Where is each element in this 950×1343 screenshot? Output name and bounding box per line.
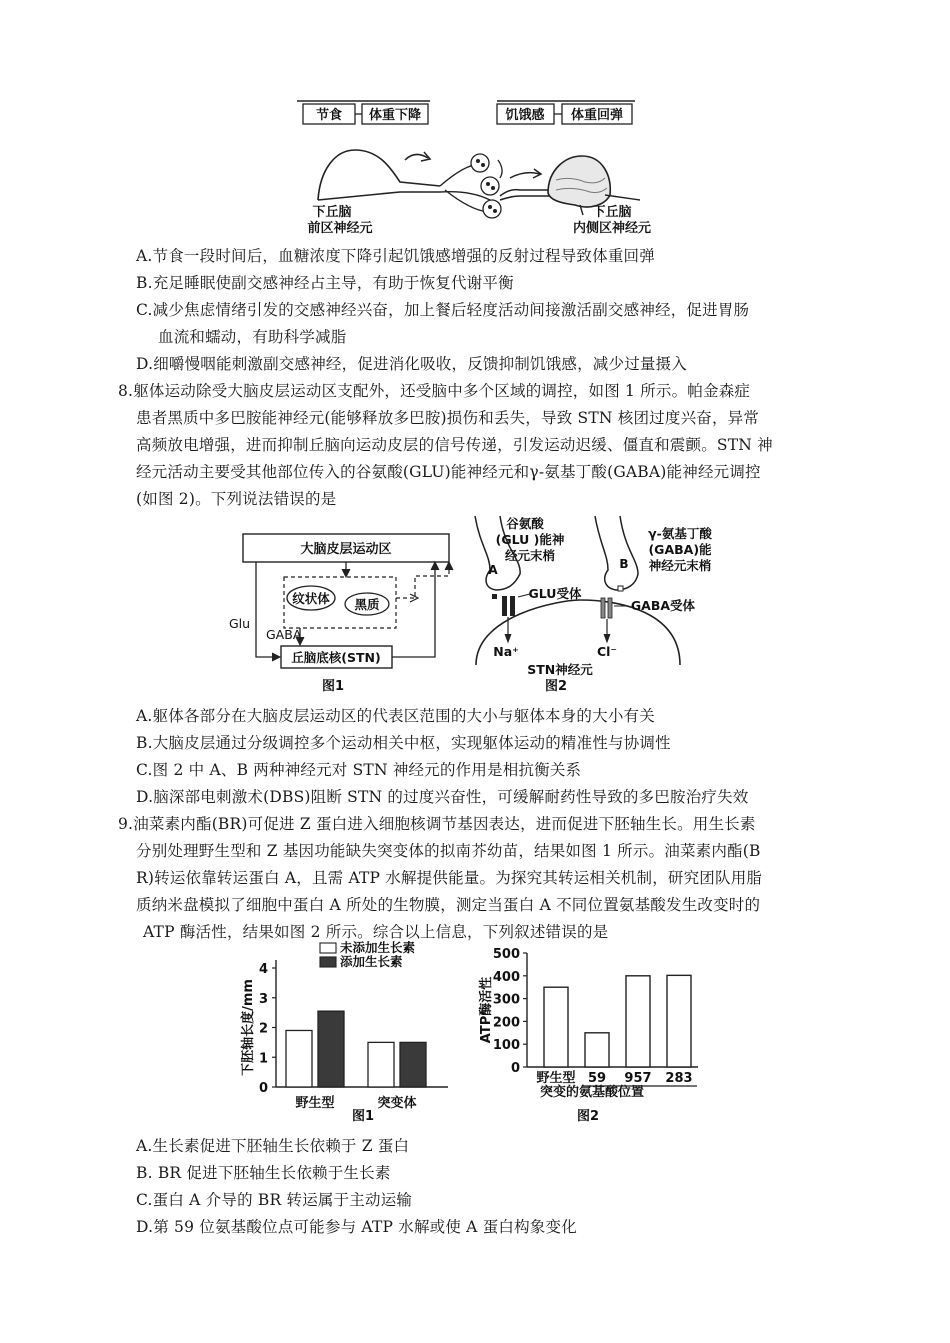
fig1-glu-label: Glu bbox=[229, 616, 251, 631]
diagram-box-hunger: 饥饿感 bbox=[505, 108, 545, 123]
chart1-ylabel: 下胚轴长度/mm bbox=[241, 979, 256, 1076]
chart2-ylabel: ATP酶活性 bbox=[479, 976, 494, 1044]
chart2-xlabel: 突变的氨基酸位置 bbox=[539, 1085, 645, 1100]
q9-stem-line-3: R)转运依靠转运蛋白 A，且需 ATP 水解提供能量。为探究其转运相关机制，研究团队用脂 bbox=[136, 869, 763, 887]
chart2-bar-1 bbox=[585, 1033, 609, 1067]
chart1-ytick-label: 0 bbox=[258, 1081, 268, 1096]
q8-option-c: C.图 2 中 A、B 两种神经元对 STN 神经元的作用是相抗衡关系 bbox=[136, 761, 582, 779]
chart2-xtick-label: 59 bbox=[587, 1071, 607, 1086]
q9-stem-line-2: 分别处理野生型和 Z 基因功能缺失突变体的拟南芥幼苗，结果如图 1 所示。油菜素内酯(B bbox=[136, 842, 761, 860]
fig2-cl-label: Cl⁻ bbox=[596, 644, 618, 659]
q7-option-c-cont: 血流和蠕动，有助科学减脂 bbox=[158, 328, 347, 346]
q7-option-c: C.减少焦虑情绪引发的交感神经兴奋，加上餐后轻度活动间接激活副交感神经，促进胃肠 bbox=[136, 301, 750, 319]
q9-stem-line-5: ATP 酶活性，结果如图 2 所示。综合以上信息，下列叙述错误的是 bbox=[143, 923, 609, 941]
chart2-ytick-label: 500 bbox=[492, 947, 520, 962]
chart1-legend-label-1: 添加生长素 bbox=[340, 954, 403, 969]
chart2-ytick-label: 300 bbox=[492, 992, 520, 1008]
q9-stem-line-1: 9.油菜素内酯(BR)可促进 Z 蛋白进入细胞核调节基因表达，进而促进下胚轴生长。用生长素 bbox=[118, 815, 756, 833]
chart1-xtick-label: 野生型 bbox=[295, 1096, 335, 1111]
q7-option-d: D.细嚼慢咽能刺激副交感神经，促进消化吸收，反馈抑制饥饿感，减少过量摄入 bbox=[136, 355, 688, 373]
chart1-ytick-label: 2 bbox=[258, 1021, 268, 1037]
diagram-label-left-1: 下丘脑 bbox=[312, 205, 352, 220]
q8-stem-line-1: 8.躯体运动除受大脑皮层运动区支配外，还受脑中多个区域的调控，如图 1 所示。帕金森症 bbox=[118, 382, 751, 400]
q9-option-d: D.第 59 位氨基酸位点可能参与 ATP 水解或使 A 蛋白构象变化 bbox=[136, 1218, 577, 1236]
chart2-ytick-label: 0 bbox=[510, 1061, 520, 1076]
q8-option-b: B.大脑皮层通过分级调控多个运动相关中枢，实现躯体运动的精准性与协调性 bbox=[136, 734, 671, 752]
fig1-substantia-label: 黑质 bbox=[354, 597, 380, 612]
chart1-caption: 图1 bbox=[351, 1109, 375, 1124]
chart1-ytick-label: 3 bbox=[258, 991, 268, 1007]
diagram-label-right-1: 下丘脑 bbox=[592, 205, 632, 220]
chart2-bar-2 bbox=[626, 976, 650, 1067]
chart2-bar-0 bbox=[544, 987, 568, 1067]
fig1-gaba-label: GABA bbox=[266, 627, 302, 642]
fig1-stn-label: 丘脑底核(STN) bbox=[291, 650, 381, 665]
chart2-ytick-label: 100 bbox=[492, 1038, 520, 1054]
chart1-xtick-label: 突变体 bbox=[377, 1096, 417, 1111]
chart2-xtick-label: 957 bbox=[624, 1071, 652, 1086]
diagram-box-diet: 节食 bbox=[315, 108, 343, 123]
fig2-a-desc-1: 谷氨酸 bbox=[506, 516, 544, 531]
diagram-box-weight-down: 体重下降 bbox=[368, 108, 422, 123]
chart2-xtick-label: 283 bbox=[665, 1071, 693, 1086]
fig2-stn-neuron-label: STN神经元 bbox=[527, 662, 593, 677]
fig2-gaba-receptor-label: GABA受体 bbox=[630, 598, 696, 613]
diagram-label-left-2: 前区神经元 bbox=[307, 221, 373, 236]
q8-option-a: A.躯体各部分在大脑皮层运动区的代表区范围的大小与躯体本身的大小有关 bbox=[136, 707, 655, 725]
fig2-b-desc-3: 神经元末梢 bbox=[648, 558, 712, 573]
chart2-ytick-label: 400 bbox=[492, 969, 520, 985]
fig2-a-desc-3: 经元末梢 bbox=[504, 548, 556, 563]
fig2-glu-receptor-label: GLU受体 bbox=[528, 586, 582, 601]
q9-option-c: C.蛋白 A 介导的 BR 转运属于主动运输 bbox=[136, 1191, 413, 1209]
fig1-cortex-label: 大脑皮层运动区 bbox=[300, 542, 392, 557]
chart2-xtick-label: 野生型 bbox=[536, 1071, 576, 1086]
fig2-b-label: B bbox=[619, 557, 629, 571]
q7-option-a: A.节食一段时间后，血糖浓度下降引起饥饿感增强的反射过程导致体重回弹 bbox=[136, 247, 655, 265]
fig1-caption: 图1 bbox=[321, 679, 345, 694]
q8-stem-line-5: (如图 2)。下列说法错误的是 bbox=[136, 490, 337, 508]
diagram-label-right-2: 内侧区神经元 bbox=[572, 221, 652, 236]
fig2-b-desc-2: (GABA)能 bbox=[648, 542, 712, 557]
diagram-box-weight-rebound: 体重回弹 bbox=[570, 108, 624, 123]
chart2-caption: 图2 bbox=[576, 1109, 600, 1124]
q9-option-b: B. BR 促进下胚轴生长依赖于生长素 bbox=[136, 1164, 391, 1182]
chart1-legend-label-0: 未添加生长素 bbox=[340, 940, 416, 955]
chart2-ytick-label: 200 bbox=[492, 1015, 520, 1031]
fig2-na-label: Na⁺ bbox=[493, 644, 519, 659]
q8-option-d: D.脑深部电刺激术(DBS)阻断 STN 的过度兴奋性，可缓解耐药性导致的多巴胺治疗失效 bbox=[136, 788, 749, 806]
q8-stem-line-4: 经元活动主要受其他部位传入的谷氨酸(GLU)能神经元和γ-氨基丁酸(GABA)能神经元调控 bbox=[136, 463, 761, 481]
q7-option-b: B.充足睡眠使副交感神经占主导，有助于恢复代谢平衡 bbox=[136, 274, 514, 292]
fig2-a-desc-2: (GLU )能神 bbox=[495, 532, 565, 547]
q8-stem-line-2: 患者黑质中多巴胺能神经元(能够释放多巴胺)损伤和丢失，导致 STN 核团过度兴奋，异常 bbox=[136, 409, 760, 427]
fig1-striatum-label: 纹状体 bbox=[292, 591, 330, 606]
chart1-ytick-label: 1 bbox=[258, 1051, 268, 1067]
fig2-b-desc-1: γ-氨基丁酸 bbox=[648, 526, 712, 541]
chart2-bar-3 bbox=[667, 975, 691, 1067]
chart1-ytick-label: 4 bbox=[258, 962, 268, 977]
q9-option-a: A.生长素促进下胚轴生长依赖于 Z 蛋白 bbox=[136, 1137, 410, 1155]
fig2-caption: 图2 bbox=[544, 679, 568, 694]
q8-stem-line-3: 高频放电增强，进而抑制丘脑向运动皮层的信号传递，引发运动迟缓、僵直和震颤。STN 神 bbox=[136, 436, 773, 454]
fig2-a-label: A bbox=[488, 563, 498, 577]
q9-stem-line-4: 质纳米盘模拟了细胞中蛋白 A 所处的生物膜，测定当蛋白 A 不同位置氨基酸发生改变时的 bbox=[136, 896, 761, 914]
